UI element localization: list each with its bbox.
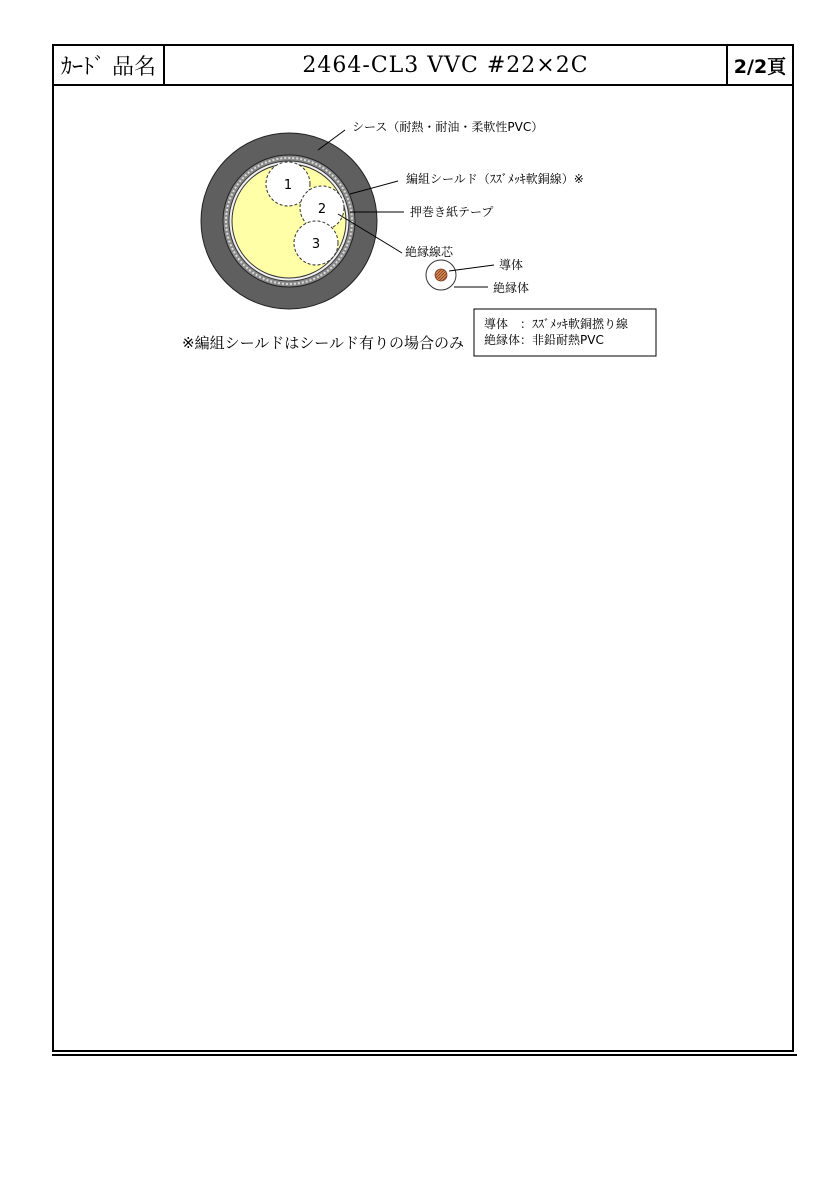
insulation-label: 絶縁体: [493, 281, 530, 295]
shield-footnote: ※編組シールドはシールド有りの場合のみ: [182, 334, 464, 352]
conductor-leader: [449, 265, 494, 271]
page-number: 2/2頁: [733, 55, 787, 78]
core-detail-conductor: [435, 269, 447, 281]
shield-label: 編組シールド（ｽｽﾞﾒｯｷ軟銅線）※: [406, 172, 584, 186]
insulated-core-label: 絶縁線芯: [405, 245, 454, 259]
core-number-2: 2: [317, 202, 327, 217]
card-label: ｶｰﾄﾞ 品名: [54, 46, 165, 84]
core-number-3: 3: [311, 237, 321, 252]
conductor-label: 導体: [499, 258, 524, 272]
tape-label: 押巻き紙テープ: [410, 205, 494, 219]
core-number-1: 1: [283, 178, 293, 193]
legend-conductor: 導体 ：ｽｽﾞﾒｯｷ軟銅撚り線: [484, 317, 629, 331]
legend-insulation: 絶縁体：非鉛耐熱PVC: [484, 333, 604, 347]
product-name: 2464-CL3 VVC #22×2C: [165, 46, 728, 84]
sheath-label: シース（耐熱・耐油・柔軟性PVC）: [352, 120, 544, 134]
